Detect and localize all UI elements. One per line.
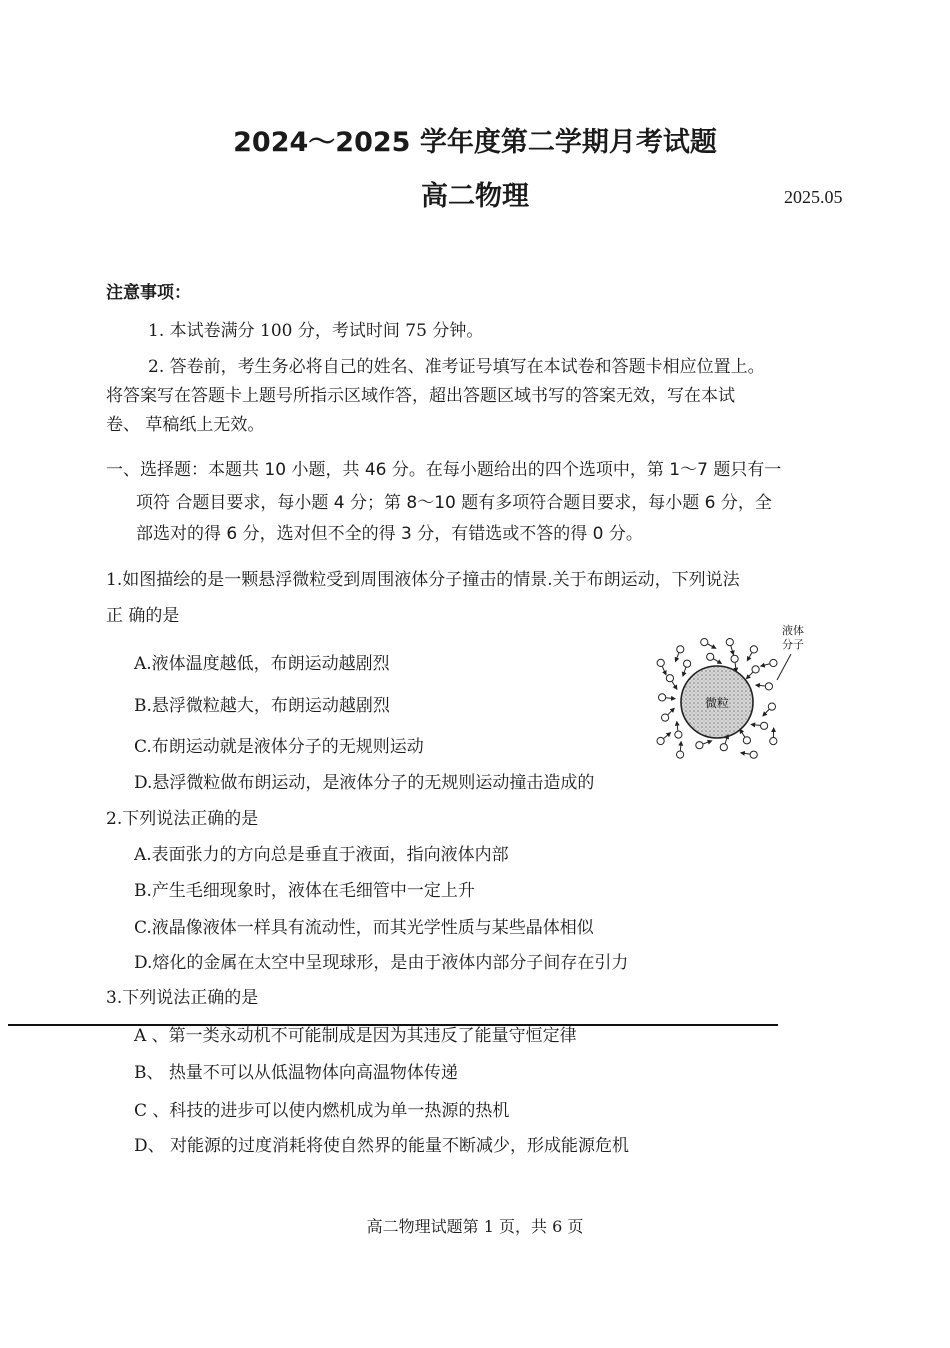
liquid-molecule (657, 737, 664, 744)
question-2-option-b: B.产生毛细现象时，液体在毛细管中一定上升 (134, 881, 475, 901)
liquid-molecule (677, 751, 684, 758)
section1-line-2: 项符 合题目要求，每小题 4 分；第 8～10 题有多项符合题目要求，每小题 6 分，全 (136, 493, 772, 513)
question-3-option-a: A 、第一类永动机不可能制成是因为其违反了能量守恒定律 (134, 1026, 577, 1046)
molecule-motion-arrow (703, 741, 711, 744)
molecule-motion-arrow (677, 722, 678, 731)
question-3-option-c: C 、科技的进步可以使内燃机成为单一热源的热机 (134, 1101, 510, 1121)
notice-item-2-line-1: 2. 答卷前，考生务必将自己的姓名、准考证号填写在本试卷和答题卡相应位置上。 (148, 357, 765, 377)
molecule-motion-arrow (763, 709, 769, 716)
molecule-label-line-2: 分子 (782, 638, 804, 651)
notice-item-2-line-2: 将答案写在答题卡上题号所指示区域作答，超出答题区域书写的答案无效，写在本试 (106, 386, 735, 406)
liquid-molecule (768, 703, 775, 710)
molecule-motion-arrow (683, 668, 686, 677)
liquid-molecule (657, 659, 664, 666)
molecule-motion-arrow (680, 742, 681, 751)
liquid-molecule (770, 659, 777, 666)
liquid-molecule (761, 722, 768, 729)
question-1-option-b: B.悬浮微粒越大，布朗运动越剧烈 (134, 696, 390, 716)
page-footer: 高二物理试题第 1 页，共 6 页 (366, 1217, 584, 1236)
exam-title: 2024～2025 学年度第二学期月考试题 (233, 127, 717, 158)
strikethrough-rule (8, 1024, 778, 1026)
question-2-option-d: D.熔化的金属在太空中呈现球形，是由于液体内部分子间存在引力 (134, 953, 629, 973)
question-1-stem-line-2: 正 确的是 (106, 606, 180, 626)
molecule-label-line-1: 液体 (782, 624, 804, 637)
liquid-molecule (726, 639, 733, 646)
molecule-motion-arrow (747, 653, 752, 661)
question-3-option-b: B、 热量不可以从低温物体向高温物体传递 (134, 1063, 458, 1083)
molecule-motion-arrow (664, 733, 671, 739)
question-2-option-a: A.表面张力的方向总是垂直于液面，指向液体内部 (134, 845, 509, 865)
liquid-molecule (750, 751, 757, 758)
liquid-molecule (770, 738, 777, 745)
molecule-motion-arrow (668, 708, 674, 714)
molecule-motion-arrow (662, 667, 666, 675)
molecule-motion-arrow (756, 685, 765, 686)
liquid-molecule (720, 744, 727, 751)
molecule-motion-arrow (731, 646, 734, 655)
subject-title: 高二物理 (421, 181, 529, 212)
liquid-molecule (752, 666, 759, 673)
molecule-motion-arrow (672, 682, 677, 690)
liquid-molecule (662, 714, 669, 721)
question-3-stem: 3.下列说法正确的是 (106, 988, 259, 1008)
liquid-molecule (666, 675, 673, 682)
molecule-motion-arrow (666, 698, 675, 699)
molecule-motion-arrow (708, 644, 716, 648)
section1-line-1: 一、选择题：本题共 10 小题，共 46 分。在每小题给出的四个选项中，第 1～7 题只有一 (106, 460, 782, 480)
molecule-motion-arrow (714, 659, 722, 664)
liquid-molecule (750, 646, 757, 653)
molecule-motion-arrow (747, 672, 753, 679)
liquid-molecule (743, 737, 750, 744)
molecule-motion-arrow (740, 729, 745, 737)
particle-label: 微粒 (704, 696, 730, 710)
liquid-molecule (701, 639, 708, 646)
section1-line-3: 部选对的得 6 分，选对但不全的得 3 分，有错选或不答的得 0 分。 (136, 524, 643, 544)
liquid-molecule (684, 660, 691, 667)
liquid-molecule (677, 646, 684, 653)
question-1-option-d: D.悬浮微粒做布朗运动，是液体分子的无规则运动撞击造成的 (134, 773, 595, 793)
liquid-molecule (731, 655, 738, 662)
molecule-motion-arrow (676, 653, 679, 661)
liquid-molecule (659, 694, 666, 701)
liquid-molecule (707, 653, 714, 660)
liquid-molecule (696, 742, 703, 749)
brownian-motion-figure (645, 618, 820, 763)
liquid-molecule (675, 731, 682, 738)
notice-item-1: 1. 本试卷满分 100 分，考试时间 75 分钟。 (148, 321, 484, 341)
question-3-option-d: D、 对能源的过度消耗将使自然界的能量不断减少，形成能源危机 (134, 1136, 630, 1156)
molecule-label-pointer (777, 654, 791, 680)
question-2-stem: 2.下列说法正确的是 (106, 809, 259, 829)
question-1-stem-line-1: 1.如图描绘的是一颗悬浮微粒受到周围液体分子撞击的情景.关于布朗运动，下列说法 (106, 570, 740, 590)
question-2-option-c: C.液晶像液体一样具有流动性，而其光学性质与某些晶体相似 (134, 918, 594, 938)
notice-heading: 注意事项： (106, 283, 191, 303)
molecule-motion-arrow (741, 753, 750, 754)
notice-item-2-line-3: 卷、 草稿纸上无效。 (106, 415, 265, 435)
liquid-molecule (765, 683, 772, 690)
exam-date: 2025.05 (784, 187, 843, 207)
question-1-option-a: A.液体温度越低，布朗运动越剧烈 (134, 654, 390, 674)
question-1-option-c: C.布朗运动就是液体分子的无规则运动 (134, 737, 424, 757)
molecule-motion-arrow (761, 664, 770, 666)
molecule-motion-arrow (751, 725, 760, 726)
